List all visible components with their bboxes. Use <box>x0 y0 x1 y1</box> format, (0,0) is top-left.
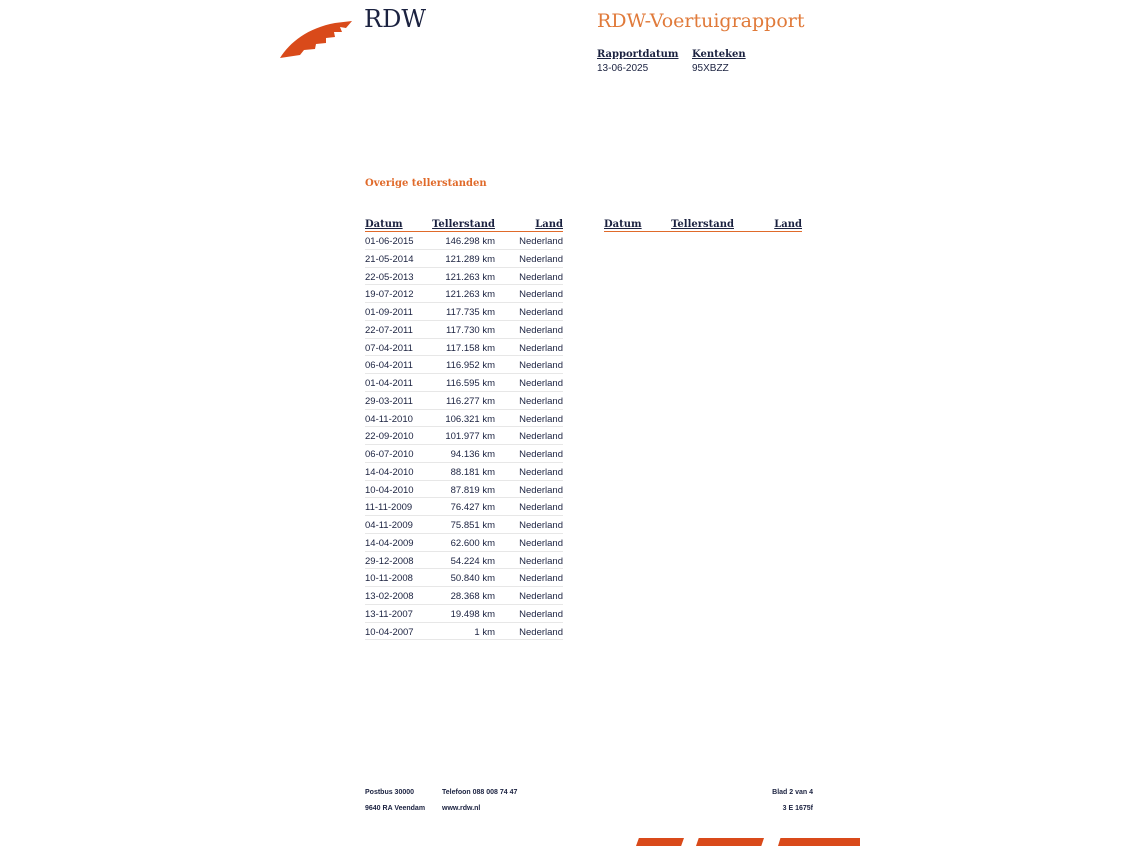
cell-datum: 01-06-2015 <box>365 236 414 247</box>
footer-page-number: Blad 2 van 4 <box>772 789 813 796</box>
table-header <box>604 219 802 232</box>
column-header-land: Land <box>535 219 563 230</box>
cell-datum: 29-03-2011 <box>365 395 413 407</box>
cell-land: Nederland <box>519 431 563 443</box>
cell-tellerstand: 146.298 km <box>445 236 495 247</box>
cell-tellerstand: 54.224 km <box>450 555 495 567</box>
table-row <box>365 427 563 445</box>
footer-postbus: Postbus 30000 <box>365 789 415 796</box>
cell-datum: 06-07-2010 <box>365 449 414 460</box>
cell-datum: 19-07-2012 <box>365 289 414 301</box>
cell-land: Nederland <box>519 608 563 620</box>
cell-land: Nederland <box>519 466 563 478</box>
table-body <box>365 232 563 640</box>
cell-tellerstand: 88.181 km <box>450 466 495 478</box>
rapportdatum-value: 13-06-2025 <box>597 63 649 74</box>
cell-land: Nederland <box>519 378 563 389</box>
table-row <box>365 605 563 623</box>
column-header-tellerstand: Tellerstand <box>432 219 495 230</box>
cell-tellerstand: 117.730 km <box>446 324 495 336</box>
cell-datum: 10-04-2010 <box>365 484 414 496</box>
table-row <box>365 392 563 410</box>
cell-datum: 22-05-2013 <box>365 271 414 283</box>
cell-land: Nederland <box>519 537 563 549</box>
table-row <box>365 250 563 268</box>
cell-datum: 13-02-2008 <box>365 591 414 602</box>
table-row <box>365 410 563 428</box>
cell-datum: 22-07-2011 <box>365 324 413 336</box>
cell-tellerstand: 116.952 km <box>446 360 495 372</box>
cell-tellerstand: 106.321 km <box>445 413 495 425</box>
cell-tellerstand: 50.840 km <box>450 573 495 585</box>
table-row <box>365 339 563 357</box>
cell-tellerstand: 75.851 km <box>450 520 495 531</box>
kenteken-label: Kenteken <box>692 49 746 60</box>
cell-tellerstand: 121.263 km <box>445 271 495 283</box>
section-title: Overige tellerstanden <box>365 178 487 189</box>
table-row <box>365 481 563 499</box>
report-title: RDW-Voertuigrapport <box>597 10 805 32</box>
rdw-feather-logo-icon <box>280 20 354 60</box>
decorative-stripe <box>636 838 684 846</box>
cell-land: Nederland <box>519 520 563 531</box>
cell-datum: 21-05-2014 <box>365 253 414 265</box>
cell-datum: 10-11-2008 <box>365 573 413 585</box>
cell-tellerstand: 76.427 km <box>450 502 495 514</box>
cell-tellerstand: 101.977 km <box>445 431 495 443</box>
cell-datum: 14-04-2010 <box>365 466 414 478</box>
cell-datum: 01-04-2011 <box>365 378 413 389</box>
table-row <box>365 534 563 552</box>
decorative-stripe <box>778 838 860 846</box>
cell-land: Nederland <box>519 449 563 460</box>
cell-datum: 14-04-2009 <box>365 537 414 549</box>
table-row <box>365 268 563 286</box>
cell-datum: 01-09-2011 <box>365 307 413 318</box>
cell-tellerstand: 121.263 km <box>445 289 495 301</box>
column-header-datum: Datum <box>604 219 642 230</box>
kenteken-value: 95XBZZ <box>692 63 729 74</box>
cell-tellerstand: 62.600 km <box>450 537 495 549</box>
cell-land: Nederland <box>519 253 563 265</box>
cell-land: Nederland <box>519 271 563 283</box>
table-row <box>365 285 563 303</box>
cell-datum: 07-04-2011 <box>365 342 413 354</box>
cell-datum: 29-12-2008 <box>365 555 414 567</box>
footer-code: 3 E 1675f <box>782 805 813 812</box>
cell-land: Nederland <box>519 502 563 514</box>
table-row <box>365 569 563 587</box>
table-row <box>365 445 563 463</box>
cell-land: Nederland <box>519 555 563 567</box>
tellerstanden-table-left <box>365 219 563 640</box>
cell-land: Nederland <box>519 413 563 425</box>
cell-datum: 11-11-2009 <box>365 502 413 514</box>
brand-name: RDW <box>364 5 426 33</box>
cell-land: Nederland <box>519 591 563 602</box>
table-row <box>365 303 563 321</box>
table-header <box>365 219 563 232</box>
footer-adres: 9640 RA Veendam <box>365 805 426 812</box>
decorative-stripe <box>696 838 764 846</box>
cell-land: Nederland <box>519 626 563 638</box>
cell-tellerstand: 28.368 km <box>450 591 495 602</box>
footer-telefoon: Telefoon 088 008 74 47 <box>442 789 518 796</box>
cell-land: Nederland <box>519 484 563 496</box>
table-row <box>365 552 563 570</box>
cell-tellerstand: 116.277 km <box>446 395 495 407</box>
table-row <box>365 498 563 516</box>
cell-tellerstand: 117.735 km <box>446 307 495 318</box>
cell-datum: 22-09-2010 <box>365 431 414 443</box>
cell-land: Nederland <box>519 395 563 407</box>
table-row <box>365 356 563 374</box>
table-row <box>365 321 563 339</box>
cell-land: Nederland <box>519 289 563 301</box>
table-row <box>365 232 563 250</box>
cell-tellerstand: 121.289 km <box>445 253 495 265</box>
cell-tellerstand: 1 km <box>474 626 495 638</box>
cell-datum: 10-04-2007 <box>365 626 414 638</box>
column-header-datum: Datum <box>365 219 403 230</box>
table-row <box>365 374 563 392</box>
footer-website[interactable]: www.rdw.nl <box>442 805 481 812</box>
cell-tellerstand: 87.819 km <box>450 484 495 496</box>
rapportdatum-label: Rapportdatum <box>597 49 679 60</box>
column-header-land: Land <box>774 219 802 230</box>
cell-land: Nederland <box>519 342 563 354</box>
cell-datum: 04-11-2010 <box>365 413 413 425</box>
cell-land: Nederland <box>519 573 563 585</box>
cell-land: Nederland <box>519 307 563 318</box>
tellerstanden-table-right <box>604 219 802 232</box>
column-header-tellerstand: Tellerstand <box>671 219 734 230</box>
cell-tellerstand: 94.136 km <box>450 449 495 460</box>
cell-land: Nederland <box>519 360 563 372</box>
cell-land: Nederland <box>519 236 563 247</box>
cell-tellerstand: 19.498 km <box>450 608 495 620</box>
table-row <box>365 623 563 641</box>
cell-tellerstand: 117.158 km <box>446 342 495 354</box>
cell-datum: 13-11-2007 <box>365 608 413 620</box>
table-row <box>365 463 563 481</box>
table-row <box>365 516 563 534</box>
cell-datum: 06-04-2011 <box>365 360 413 372</box>
cell-tellerstand: 116.595 km <box>446 378 495 389</box>
table-row <box>365 587 563 605</box>
cell-datum: 04-11-2009 <box>365 520 413 531</box>
cell-land: Nederland <box>519 324 563 336</box>
